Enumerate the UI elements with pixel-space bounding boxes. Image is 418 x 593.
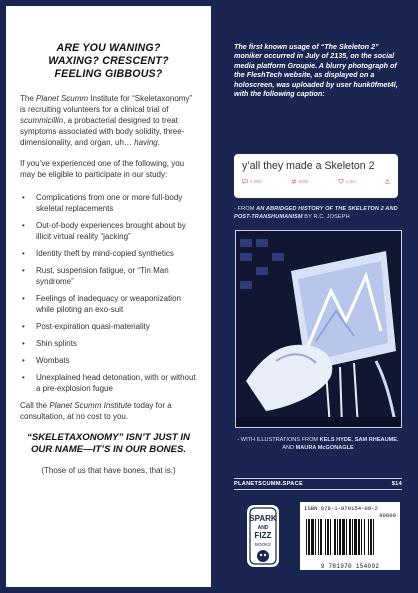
list-item: • Out-of-body experiences brought about by illicit virtual reality “jacking”	[22, 221, 186, 241]
list-item: • Wombats	[22, 356, 70, 365]
repost-stat: 600k	[291, 179, 309, 184]
barcode-bar	[327, 519, 329, 555]
barcode-bar	[306, 519, 307, 555]
cover-illustration	[235, 230, 402, 428]
barcode-bar	[354, 519, 357, 555]
barcode-bar	[368, 519, 369, 555]
bullet-icon: •	[22, 221, 25, 230]
publisher-logo	[246, 504, 280, 568]
svg-text:AND: AND	[257, 525, 269, 531]
ad-tagline	[20, 432, 197, 456]
barcode	[304, 519, 396, 557]
barcode-bar	[373, 519, 374, 555]
illustration-credit: - WITH ILLUSTRATIONS FROM KELS HYDE, SAM RHEAUME, AND MAURA McGONAGLE	[237, 437, 399, 451]
blurb-paragraph: The first known usage of “The Skeleton 2” moniker occurred in July of 2135, on the social media platform Groupie. A blurry photograph of the FleshTech website, as displayed on a holoscreen, was uploaded by user hunk0fmet4l, with the following caption:	[234, 42, 398, 99]
ad-panel	[6, 6, 211, 587]
barcode-bar	[352, 519, 353, 555]
share-icon	[385, 179, 390, 184]
isbn-price-code: 90000	[379, 512, 396, 519]
headline-line: WAXING? CRESCENT?	[48, 55, 169, 67]
barcode-bar	[308, 519, 310, 555]
barcode-bar	[311, 519, 314, 555]
list-item: • Post-expiration quasi-materiality	[22, 322, 150, 331]
isbn-label: ISBN 978-1-970154-09-2	[304, 505, 378, 512]
symptom-list	[20, 192, 197, 394]
list-item: • Feelings of inadequacy or weaponization while piloting an exo-suit	[22, 294, 181, 314]
list-item: • Identity theft by mind-copied synthetics	[22, 249, 174, 258]
source-citation: - FROM AN ABRIDGED HISTORY OF THE SKELETON 2 AND POST-TRANSHUMANISM BY R.C. JOSEPH	[234, 206, 398, 220]
barcode-bar	[339, 519, 341, 555]
heart-icon	[338, 179, 344, 184]
price-label: $14	[391, 481, 402, 487]
tagline-line: “SKELETAXONOMY” ISN’T JUST IN	[27, 432, 190, 443]
barcode-bar	[320, 519, 322, 555]
barcode-bar	[358, 519, 360, 555]
repost-icon	[291, 179, 297, 184]
barcode-bar	[349, 519, 351, 555]
ad-headline	[20, 42, 197, 81]
ad-footnote: (Those of us that have bones, that is.)	[41, 466, 176, 475]
bullet-icon: •	[22, 322, 25, 331]
barcode-bar	[346, 519, 347, 555]
call-to-action: Call the Planet Scumm Institute today for a consultation, at no cost to you.	[20, 401, 172, 421]
bullet-icon: •	[22, 266, 25, 275]
headline-line: FEELING GIBBOUS?	[54, 68, 163, 80]
illustration-artwork	[236, 231, 401, 427]
barcode-bar	[325, 519, 326, 555]
bullet-icon: •	[22, 249, 25, 258]
eligibility-text: If you’ve experienced one of the following, you may be eligible to participate in our study:	[20, 159, 185, 179]
barcode-bar	[315, 519, 316, 555]
back-cover	[6, 6, 412, 587]
info-bar	[234, 478, 402, 490]
headline-line: ARE YOU WANING?	[56, 42, 161, 54]
bullet-icon: •	[22, 356, 25, 365]
blurb-panel	[216, 6, 412, 587]
svg-text:SPARK: SPARK	[249, 514, 277, 523]
share-stat	[385, 179, 390, 184]
social-post	[234, 154, 398, 198]
bullet-icon: •	[22, 373, 25, 382]
reply-stat: 2,000	[242, 179, 262, 184]
reply-icon	[242, 179, 248, 184]
post-text: y’all they made a Skeleton 2	[242, 160, 375, 172]
barcode-bar	[370, 519, 372, 555]
list-item: • Unexplained head detonation, with or without a pre-explosion fugue	[22, 373, 196, 393]
barcode-bar	[364, 519, 365, 555]
bullet-icon: •	[22, 294, 25, 303]
list-item: • Complications from one or more full-body skeletal replacements	[22, 193, 183, 213]
isbn-row	[304, 505, 396, 512]
barcode-bar	[337, 519, 338, 555]
tagline-line: OUR NAME—IT’S IN OUR BONES.	[30, 444, 187, 455]
svg-text:BOOKS: BOOKS	[254, 542, 272, 547]
barcode-bar	[334, 519, 336, 555]
svg-text:FIZZ: FIZZ	[254, 531, 272, 540]
website-link[interactable]: PLANETSCUMM.SPACE	[234, 481, 304, 487]
post-stats	[242, 179, 390, 184]
bullet-icon: •	[22, 339, 25, 348]
barcode-bar	[318, 519, 319, 555]
isbn-digits: 9 781970 154092	[320, 563, 380, 570]
barcode-bar	[361, 519, 362, 555]
list-item: • Rust, suspension fatigue, or “Tin Man syndrome”	[22, 266, 169, 286]
barcode-bar	[330, 519, 331, 555]
list-item: • Shin splints	[22, 339, 77, 348]
bullet-icon: •	[22, 193, 25, 202]
like-stat: 1.5m	[338, 179, 356, 184]
isbn-barcode-block	[300, 502, 400, 570]
barcode-bar	[342, 519, 345, 555]
ad-intro: The Planet Scumm Institute for “Skeletaxonomy” is recruiting volunteers for a clinical trial of scummicillin, a probacterial designed to treat symptoms associated with body solidity, three-dimensionality, and organ, uh… having.	[20, 94, 193, 147]
